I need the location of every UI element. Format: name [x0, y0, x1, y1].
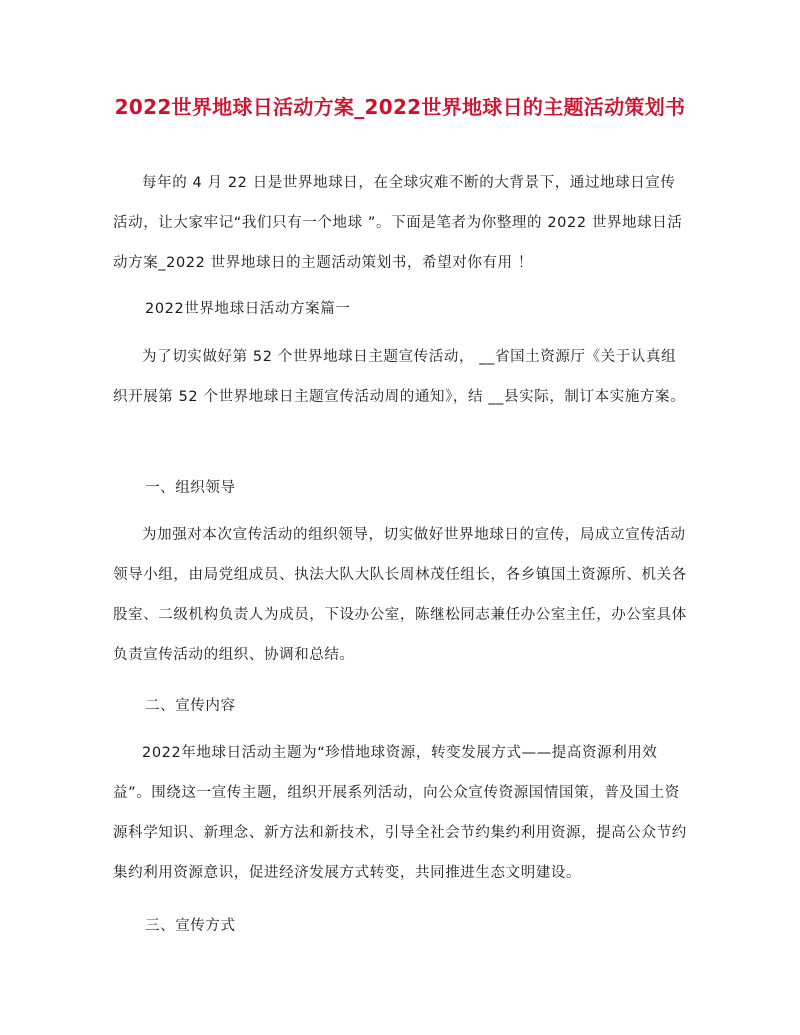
- section-heading-organization: 一、组织领导: [145, 480, 236, 496]
- document-title: 2022世界地球日活动方案_2022世界地球日的主题活动策划书: [114, 95, 686, 119]
- paragraph-content: 2022年地球日活动主题为“珍惜地球资源，转变发展方式——提高资源利用效益”。围绕这一宣传主题，组织开展系列活动，向公众宣传资源国情国策，普及国土资源科学知识、新理念、新方法和新技术，引导全社会节约集约利用资源，提高公众节约集约利用资源意识，促进经济发展方式转变，共同推进生态文明建设。: [113, 745, 687, 881]
- plan-subtitle: 2022世界地球日活动方案篇一: [145, 301, 351, 317]
- intro-paragraph: 每年的 4 月 22 日是世界地球日，在全球灾难不断的大背景下，通过地球日宣传活动，让大家牢记“我们只有一个地球 ”。下面是笔者为你整理的 2022 世界地球日活动方案_2022 世界地球日的主题活动策划书，希望对你有用 ！: [113, 175, 683, 271]
- section-heading-methods: 三、宣传方式: [145, 918, 236, 934]
- paragraph-purpose: 为了切实做好第 52 个世界地球日主题宣传活动， __省国土资源厅《关于认真组织开展第 52 个世界地球日主题宣传活动周的通知》，结 __县实际，制订本实施方案。: [113, 349, 686, 405]
- paragraph-organization: 为加强对本次宣传活动的组织领导，切实做好世界地球日的宣传，局成立宣传活动领导小组，由局党组成员、执法大队大队长周林茂任组长，各乡镇国土资源所、机关各股室、二级机构负责人为成员，下设办公室，陈继松同志兼任办公室主任，办公室具体负责宣传活动的组织、协调和总结。: [113, 527, 687, 663]
- section-heading-content: 二、宣传内容: [145, 698, 236, 714]
